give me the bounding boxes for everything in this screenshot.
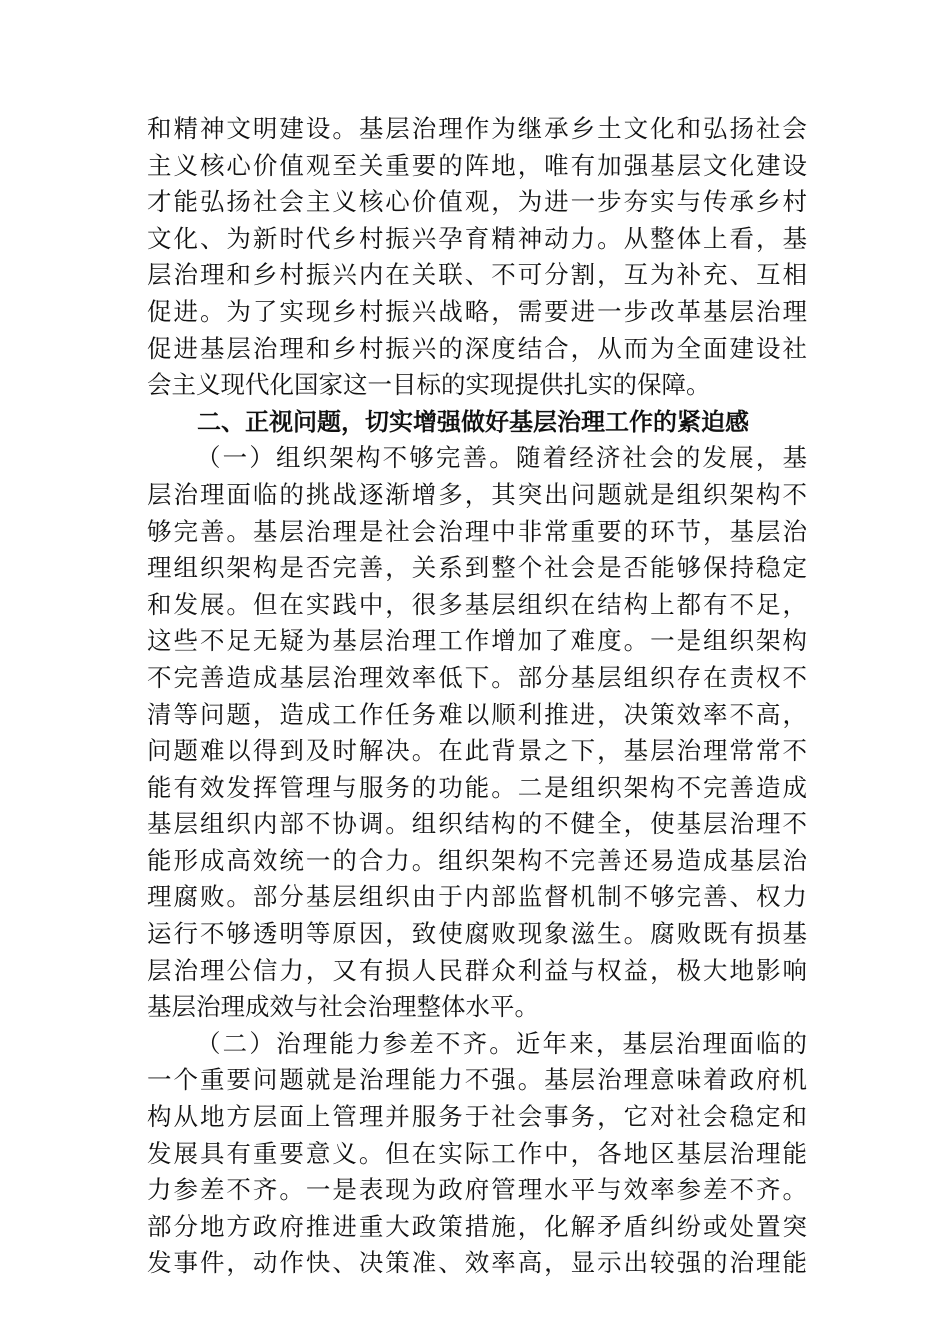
paragraph-line: 这些不足无疑为基层治理工作增加了难度。一是组织架构 [147,626,807,656]
paragraph-line: 能形成高效统一的合力。组织架构不完善还易造成基层治 [147,845,807,875]
section-heading: 二、正视问题，切实增强做好基层治理工作的紧迫感 [197,407,749,436]
paragraph-line: （二）治理能力参差不齐。近年来，基层治理面临的 [196,1028,807,1058]
paragraph-line: 基层治理成效与社会治理整体水平。 [147,992,539,1022]
paragraph-line: 力参差不齐。一是表现为政府管理水平与效率参差不齐。 [147,1175,807,1205]
paragraph-line: 促进基层治理和乡村振兴的深度结合，从而为全面建设社 [147,333,807,363]
paragraph-line: 清等问题，造成工作任务难以顺利推进，决策效率不高， [147,699,807,729]
paragraph-line: 主义核心价值观至关重要的阵地，唯有加强基层文化建设 [147,150,807,180]
paragraph-line: 会主义现代化国家这一目标的实现提供扎实的保障。 [147,370,711,400]
paragraph-line: 够完善。基层治理是社会治理中非常重要的环节，基层治 [147,516,807,546]
paragraph-line: 层治理面临的挑战逐渐增多，其突出问题就是组织架构不 [147,479,807,509]
paragraph-line: 和发展。但在实践中，很多基层组织在结构上都有不足， [147,589,807,619]
paragraph-line: 基层组织内部不协调。组织结构的不健全，使基层治理不 [147,809,807,839]
paragraph-line: 不完善造成基层治理效率低下。部分基层组织存在责权不 [147,662,807,692]
paragraph-line: 和精神文明建设。基层治理作为继承乡土文化和弘扬社会 [147,114,807,143]
paragraph-line: 理组织架构是否完善，关系到整个社会是否能够保持稳定 [147,553,807,583]
paragraph-line: 层治理公信力，又有损人民群众利益与权益，极大地影响 [147,955,807,985]
paragraph-line: 促进。为了实现乡村振兴战略，需要进一步改革基层治理 [147,296,807,326]
paragraph-line: 部分地方政府推进重大政策措施，化解矛盾纠纷或处置突 [147,1211,807,1241]
document-body [147,111,807,1282]
paragraph-line: （一）组织架构不够完善。随着经济社会的发展，基 [196,443,807,473]
paragraph-line: 理腐败。部分基层组织由于内部监督机制不够完善、权力 [147,882,807,912]
paragraph-line: 发展具有重要意义。但在实际工作中，各地区基层治理能 [147,1138,807,1168]
paragraph-line: 才能弘扬社会主义核心价值观，为进一步夯实与传承乡村 [147,187,807,217]
paragraph-line: 能有效发挥管理与服务的功能。二是组织架构不完善造成 [147,772,807,802]
paragraph-line: 层治理和乡村振兴内在关联、不可分割，互为补充、互相 [147,260,807,290]
paragraph-line: 文化、为新时代乡村振兴孕育精神动力。从整体上看，基 [147,223,807,253]
paragraph-line: 问题难以得到及时解决。在此背景之下，基层治理常常不 [147,736,807,766]
paragraph-line: 构从地方层面上管理并服务于社会事务，它对社会稳定和 [147,1102,807,1132]
paragraph-line: 运行不够透明等原因，致使腐败现象滋生。腐败既有损基 [147,919,807,949]
paragraph-line: 发事件，动作快、决策准、效率高，显示出较强的治理能 [147,1248,807,1278]
paragraph-line: 一个重要问题就是治理能力不强。基层治理意味着政府机 [147,1065,807,1095]
